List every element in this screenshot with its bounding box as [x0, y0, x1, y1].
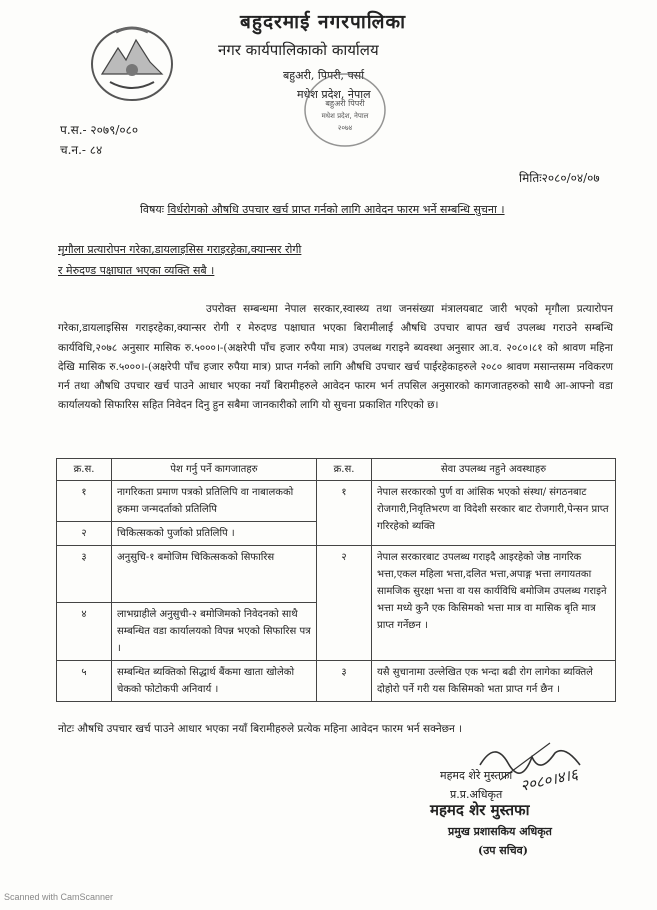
table-row	[57, 481, 616, 522]
table-header-cell: क्र.स.	[317, 459, 372, 481]
table-header-cell: पेश गर्नु पर्ने कागजातहरु	[112, 459, 317, 481]
table-header-cell: क्र.स.	[57, 459, 112, 481]
subject-prefix: विषयः	[140, 203, 164, 216]
svg-text:मधेश प्रदेश, नेपाल: मधेश प्रदेश, नेपाल	[321, 112, 369, 120]
table-row	[57, 546, 616, 603]
doc-text: अनुसुचि-१ बमोजिम चिकित्सकको सिफारिस	[112, 546, 317, 603]
scanner-watermark: Scanned with CamScanner	[4, 892, 114, 902]
cond-number: २	[317, 546, 372, 661]
doc-number: ४	[57, 603, 112, 661]
requirements-table	[56, 458, 616, 702]
office-name: नगर कार्यपालिकाको कार्यालय	[218, 41, 379, 59]
office-location: बहुअरी, पिपरी, पर्सा	[283, 69, 365, 82]
signatory-name-small: महमद शेरे मुस्तफा	[440, 769, 513, 782]
doc-number: १	[57, 481, 112, 522]
table-header-cell: सेवा उपलब्ध नहुने अवस्थाहरु	[372, 459, 616, 481]
doc-text: नागरिकता प्रमाण पत्रको प्रतिलिपि वा नाबालकको हकमा जन्मदर्ताको प्रतिलिपि	[112, 481, 317, 522]
cond-number: १	[317, 481, 372, 546]
svg-text:२०७४: २०७४	[337, 124, 353, 132]
doc-text: लाभग्राहीले अनुसुची-२ बमोजिमको निवेदनको साथै सम्बन्धित वडा कार्यालयको विपन्न भएको सिफारिस पत्र ।	[112, 603, 317, 661]
handwritten-date: २०८०।४।६	[518, 765, 580, 795]
doc-text: चिकित्सकको पुर्जाको प्रतिलिपि ।	[112, 522, 317, 546]
notice-body: उपरोक्त सम्बन्धमा नेपाल सरकार,स्वास्थ्य तथा जनसंख्या मंत्रालयबाट जारी भएको मृगौला प्रत्यारोपन गरेका,डायलाइसिस गराइरहेका,क्यान्सर रोगी र मेरुदण्ड पक्षाघात भएका बिरामीलाई औषधि उपचार बापत खर्च उपलब्ध गराउने सम्बन्धि कार्यविधि,२०७८ अनुसार मासिक रु.५०००।-(अक्षरेपी पाँच हजार रुपैया मात्र) उपलब्ध गराइने ब्यवस्था अनुसार आ.व. २०८०।८१ को श्रावण महिना देखि मासिक रु.५०००।-(अक्षरेपी पाँच हजार रुपैया मात्र) प्राप्त गर्नको लागि औषधि उपचार खर्च पाईरहेकाहरुले २०८० श्रावण मसान्तसम्म नविकरण गर्न तथा औषधि उपचार खर्च पाउने आधार भएका नयाँ बिरामीहरुले आवेदन फारम भर्न तपसिल अनुसारको कागजातहरुको साथै आ-आफ्नो वडा कार्यालयको सिफारिस सहित निवेदन दिनु हुन सबैमा जानकारीको लागि यो सुचना प्रकाशित गरिएको छ।	[58, 303, 613, 412]
doc-number: २	[57, 522, 112, 546]
subject-line	[140, 202, 505, 217]
office-province: मधेश प्रदेश, नेपाल	[297, 88, 371, 101]
signatory-title: प्रमुख प्रशासकिय अधिकृत	[448, 825, 552, 838]
office-seal-icon	[300, 70, 390, 150]
nepal-emblem-icon	[88, 22, 176, 104]
doc-number: ३	[57, 546, 112, 603]
dispatch-number: च.न.- ८४	[60, 143, 103, 157]
addressee-line-1: मृगौला प्रत्यारोपन गरेका,डायलाइसिस गराइरहेका,क्यान्सर रोगी	[58, 243, 302, 256]
cond-number: ३	[317, 661, 372, 702]
doc-number: ५	[57, 661, 112, 702]
table-header-row	[57, 459, 616, 481]
footnote: नोटः औषधि उपचार खर्च पाउने आधार भएका नयाँ बिरामीहरुले प्रत्येक महिना आवेदन फारम भर्न सक्नेछन ।	[58, 723, 463, 735]
signatory-subtitle: (उप सचिव)	[478, 844, 528, 857]
signatory-name: महमद शेर मुस्तफा	[430, 801, 530, 819]
doc-text: सम्बन्धित ब्यक्तिको सिद्धार्थ बैंकमा खाता खोलेको चेकको फोटोकपी अनिवार्य ।	[112, 661, 317, 702]
cond-text: नेपाल सरकारको पुर्ण वा आंसिक भएको संस्था/ संगठनबाट रोजगारी,निवृतिभरण वा विदेशी सरकार बाट रोजगारी,पेन्सन प्राप्त गरिरहेको ब्यक्ति	[372, 481, 616, 546]
table-row	[57, 661, 616, 702]
letter-date: मितिः२०८०/०४/०७	[519, 171, 600, 185]
svg-text:बहुअरी पिपरी: बहुअरी पिपरी	[325, 99, 365, 108]
subject-text: विर्धरोगको औषधि उपचार खर्च प्राप्त गर्नको लागि आवेदन फारम भर्ने सम्बन्धि सुचना ।	[167, 203, 505, 216]
signatory-title-small: प्र.प्र.अधिकृत	[450, 788, 503, 801]
addressee-line-2: र मेरुदण्ड पक्षाघात भएका व्यक्ति सबै ।	[58, 264, 215, 277]
cond-text: यसै सुचानामा उल्लेखित एक भन्दा बढी रोग लागेका ब्यक्तिले दोहोरो पर्ने गरी यस किसिमको भता प्राप्त गर्न छैन ।	[372, 661, 616, 702]
reference-number: प.स.- २०७९/०८०	[60, 123, 139, 137]
org-name: बहुदरमाई नगरपालिका	[240, 11, 407, 33]
cond-text: नेपाल सरकारबाट उपलब्ध गराइदै आइरहेको जेष्ठ नागरिक भत्ता,एकल महिला भत्ता,दलित भत्ता,अपाङ्ग भत्ता लगायतका सामजिक सुरक्षा भत्ता वा यस कार्यविधि बमोजिम उपलब्ध गराइने भत्ता मध्ये कुनै एक किसिमको भत्ता मात्र वा मासिक बृति मात्र प्राप्त गर्नेछन ।	[372, 546, 616, 661]
